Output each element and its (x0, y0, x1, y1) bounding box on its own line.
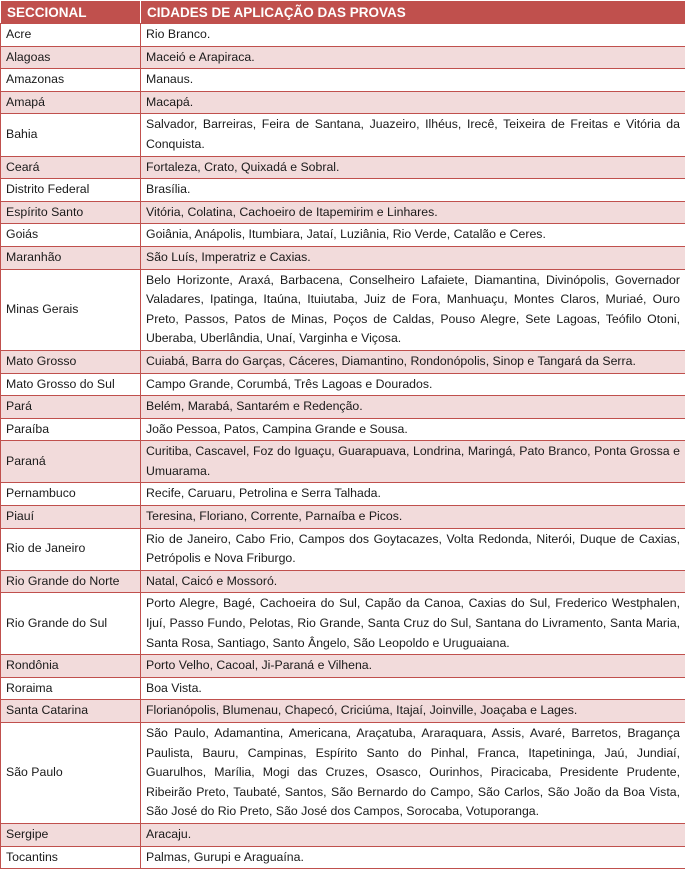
cities-cell: Porto Velho, Cacoal, Ji-Paraná e Vilhena. (141, 655, 685, 678)
table-row (1, 224, 685, 247)
cities-cell: Florianópolis, Blumenau, Chapecó, Criciúma, Itajaí, Joinville, Joaçaba e Lages. (141, 700, 685, 723)
table-row (1, 570, 685, 593)
cities-cell: Cuiabá, Barra do Garças, Cáceres, Diamantino, Rondonópolis, Sinop e Tangará da Serra. (141, 350, 685, 373)
seccional-cell: Distrito Federal (1, 179, 141, 202)
cities-cell: Campo Grande, Corumbá, Três Lagoas e Dourados. (141, 373, 685, 396)
seccional-cell: Alagoas (1, 46, 141, 69)
seccional-cell: Minas Gerais (1, 269, 141, 350)
cities-cell: Brasília. (141, 179, 685, 202)
seccional-cell: Sergipe (1, 823, 141, 846)
table-row (1, 114, 685, 156)
seccional-cell: Rio de Janeiro (1, 528, 141, 570)
cities-cell: Maceió e Arapiraca. (141, 46, 685, 69)
cities-cell: Belém, Marabá, Santarém e Redenção. (141, 396, 685, 419)
cities-cell: Manaus. (141, 69, 685, 92)
cities-cell: Salvador, Barreiras, Feira de Santana, Juazeiro, Ilhéus, Irecê, Teixeira de Freitas e Vitória da Conquista. (141, 114, 685, 156)
cities-cell: Macapá. (141, 91, 685, 114)
cities-cell: Vitória, Colatina, Cachoeiro de Itapemirim e Linhares. (141, 201, 685, 224)
seccional-cell: Rondônia (1, 655, 141, 678)
header-seccional: SECCIONAL (1, 1, 141, 24)
seccional-cell: Rio Grande do Sul (1, 593, 141, 655)
table-row (1, 179, 685, 202)
cities-cell: Porto Alegre, Bagé, Cachoeira do Sul, Capão da Canoa, Caxias do Sul, Frederico Westphalen, Ijuí, Passo Fundo, Pelotas, Rio Grande, Santa Cruz do Sul, Santana do Livramento, Santa Maria, Santa Rosa, Santiago, Santo Ângelo, São Leopoldo e Uruguaiana. (141, 593, 685, 655)
cities-cell: Natal, Caicó e Mossoró. (141, 570, 685, 593)
seccional-cell: Rio Grande do Norte (1, 570, 141, 593)
seccional-cell: Espírito Santo (1, 201, 141, 224)
table-row (1, 441, 685, 483)
header-cidades: CIDADES DE APLICAÇÃO DAS PROVAS (141, 1, 685, 24)
table-row (1, 396, 685, 419)
table-row (1, 723, 685, 824)
seccional-cell: Acre (1, 24, 141, 47)
cities-cell: Recife, Caruaru, Petrolina e Serra Talhada. (141, 483, 685, 506)
cities-cell: São Luís, Imperatriz e Caxias. (141, 246, 685, 269)
table-body (1, 24, 685, 869)
seccional-cell: Goiás (1, 224, 141, 247)
seccional-cell: Pernambuco (1, 483, 141, 506)
table-row (1, 506, 685, 529)
table-row (1, 593, 685, 655)
seccional-cell: Santa Catarina (1, 700, 141, 723)
table-row (1, 418, 685, 441)
seccional-cell: Paraíba (1, 418, 141, 441)
table-row (1, 528, 685, 570)
cities-cell: Goiânia, Anápolis, Itumbiara, Jataí, Luziânia, Rio Verde, Catalão e Ceres. (141, 224, 685, 247)
table-row (1, 700, 685, 723)
seccional-cell: Tocantins (1, 846, 141, 869)
cities-cell: Curitiba, Cascavel, Foz do Iguaçu, Guarapuava, Londrina, Maringá, Pato Branco, Ponta Grossa e Umuarama. (141, 441, 685, 483)
table-row (1, 823, 685, 846)
cities-cell: São Paulo, Adamantina, Americana, Araçatuba, Araraquara, Assis, Avaré, Barretos, Bragança Paulista, Bauru, Campinas, Espírito Santo do Pinhal, Franca, Itapetininga, Jaú, Jundiaí, Guarulhos, Marília, Mogi das Cruzes, Osasco, Ourinhos, Piracicaba, Presidente Prudente, Ribeirão Preto, Taubaté, Santos, São Bernardo do Campo, São Carlos, São João da Boa Vista, São José do Rio Preto, São José dos Campos, Sorocaba, Votuporanga. (141, 723, 685, 824)
cities-cell: João Pessoa, Patos, Campina Grande e Sousa. (141, 418, 685, 441)
table-row (1, 246, 685, 269)
cities-cell: Palmas, Gurupi e Araguaína. (141, 846, 685, 869)
cities-cell: Rio de Janeiro, Cabo Frio, Campos dos Goytacazes, Volta Redonda, Niterói, Duque de Caxias, Petrópolis e Nova Friburgo. (141, 528, 685, 570)
cities-cell: Belo Horizonte, Araxá, Barbacena, Conselheiro Lafaiete, Diamantina, Divinópolis, Governador Valadares, Ipatinga, Itaúna, Ituiutaba, Juiz de Fora, Manhuaçu, Montes Claros, Muriaé, Ouro Preto, Passos, Patos de Minas, Poços de Caldas, Pouso Alegre, Sete Lagoas, Teófilo Otoni, Uberaba, Uberlândia, Unaí, Varginha e Viçosa. (141, 269, 685, 350)
table-row (1, 483, 685, 506)
table-row (1, 269, 685, 350)
table-row (1, 24, 685, 47)
seccional-cell: Roraima (1, 677, 141, 700)
seccional-cell: Bahia (1, 114, 141, 156)
table-row (1, 846, 685, 869)
cities-cell: Aracaju. (141, 823, 685, 846)
seccional-cell: Amazonas (1, 69, 141, 92)
table-row (1, 373, 685, 396)
table-row (1, 156, 685, 179)
table-row (1, 91, 685, 114)
cities-cell: Fortaleza, Crato, Quixadá e Sobral. (141, 156, 685, 179)
table-row (1, 46, 685, 69)
seccional-cell: Piauí (1, 506, 141, 529)
seccional-cell: Amapá (1, 91, 141, 114)
seccional-cell: São Paulo (1, 723, 141, 824)
seccional-cell: Paraná (1, 441, 141, 483)
table-header-row (1, 1, 685, 24)
cities-cell: Teresina, Floriano, Corrente, Parnaíba e Picos. (141, 506, 685, 529)
seccional-cell: Maranhão (1, 246, 141, 269)
cities-cell: Rio Branco. (141, 24, 685, 47)
table-row (1, 201, 685, 224)
table-row (1, 677, 685, 700)
seccional-cell: Mato Grosso (1, 350, 141, 373)
cities-cell: Boa Vista. (141, 677, 685, 700)
seccional-cell: Ceará (1, 156, 141, 179)
seccional-cell: Pará (1, 396, 141, 419)
seccional-cell: Mato Grosso do Sul (1, 373, 141, 396)
table-row (1, 655, 685, 678)
table-row (1, 69, 685, 92)
table-row (1, 350, 685, 373)
